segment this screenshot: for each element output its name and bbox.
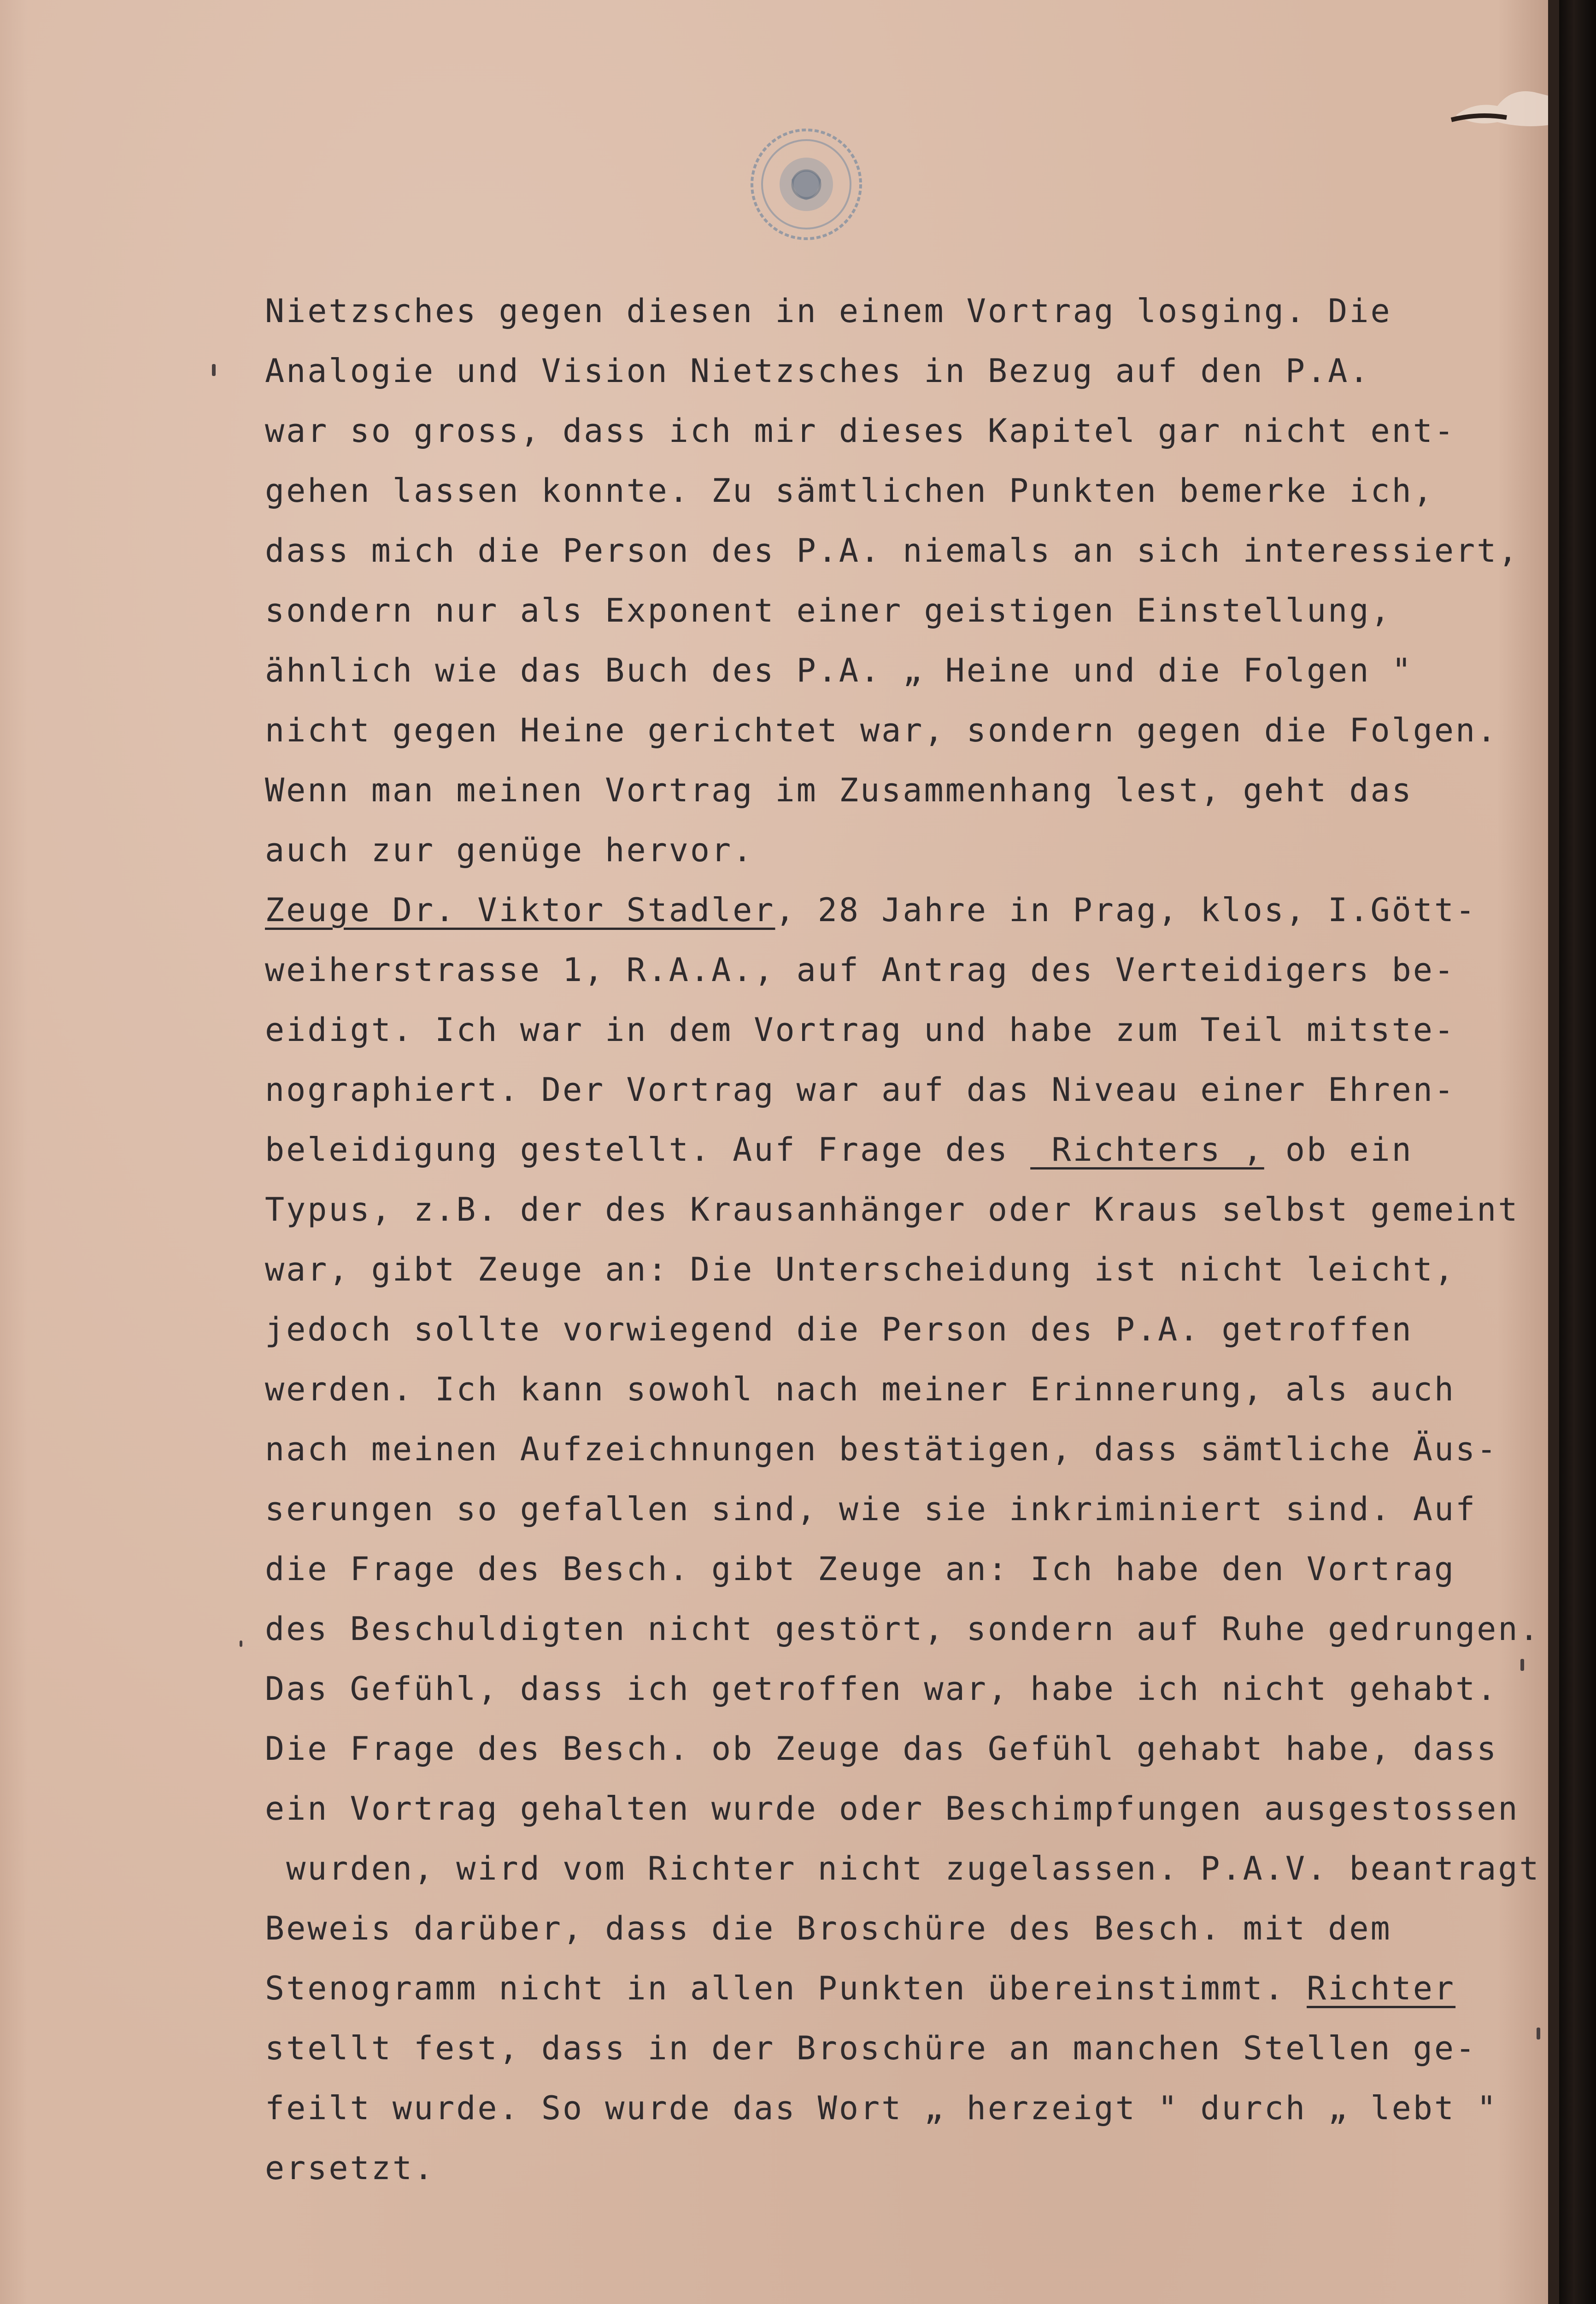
- text-line: Nietzsches gegen diesen in einem Vortrag losging. Die: [265, 292, 1392, 330]
- text-line: nach meinen Aufzeichnungen bestätigen, dass sämtliche Äus-: [265, 1430, 1498, 1468]
- text-line: feilt wurde. So wurde das Wort „ herzeigt " durch „ lebt ": [265, 2089, 1498, 2127]
- page-edge-shadow: [1548, 0, 1559, 2304]
- witness-line: [265, 880, 1527, 940]
- margin-mark: [1537, 2028, 1540, 2040]
- text-line: sondern nur als Exponent einer geistigen Einstellung,: [265, 592, 1392, 629]
- text-line: die Frage des Besch. gibt Zeuge an: Ich habe den Vortrag: [265, 1550, 1456, 1588]
- text-line: Die Frage des Besch. ob Zeuge das Gefühl gehabt habe, dass: [265, 1730, 1498, 1768]
- text-line: Typus, z.B. der des Krausanhänger oder Kraus selbst gemeint: [265, 1191, 1520, 1228]
- torn-corner-icon: [1447, 83, 1557, 138]
- text-line: auch zur genüge hervor.: [265, 831, 754, 869]
- judge-finding-line: [265, 1958, 1527, 2018]
- typewritten-text-block: [265, 281, 1541, 2198]
- text-line: stellt fest, dass in der Broschüre an manchen Stellen ge-: [265, 2029, 1477, 2067]
- text-line: ein Vortrag gehalten wurde oder Beschimpfungen ausgestossen: [265, 1790, 1520, 1828]
- text-line: jedoch sollte vorwiegend die Person des P.A. getroffen: [265, 1311, 1413, 1348]
- text-line: nicht gegen Heine gerichtet war, sondern gegen die Folgen.: [265, 711, 1498, 749]
- judge-underlined: Richters ,: [1030, 1131, 1264, 1169]
- text-line: war so gross, dass ich mir dieses Kapitel gar nicht ent-: [265, 412, 1456, 450]
- margin-mark: [1520, 1659, 1524, 1671]
- text-line: des Beschuldigten nicht gestört, sondern auf Ruhe gedrungen.: [265, 1610, 1541, 1648]
- text-line: nographiert. Der Vortrag war auf das Niveau einer Ehren-: [265, 1071, 1456, 1109]
- text-line: Beweis darüber, dass die Broschüre des Besch. mit dem: [265, 1910, 1392, 1947]
- text-line: weiherstrasse 1, R.A.A., auf Antrag des Verteidigers be-: [265, 951, 1456, 989]
- judge-question-line: [265, 1120, 1527, 1180]
- text-span: Stenogramm nicht in allen Punkten übereinstimmt.: [265, 1969, 1307, 2007]
- text-span: ob ein: [1264, 1131, 1413, 1169]
- text-line: Analogie und Vision Nietzsches in Bezug auf den P.A.: [265, 352, 1371, 390]
- text-line: Wenn man meinen Vortrag im Zusammenhang lest, geht das: [265, 771, 1413, 809]
- text-line: dass mich die Person des P.A. niemals an sich interessiert,: [265, 532, 1520, 570]
- binding-edge: [1559, 0, 1596, 2304]
- margin-mark: [240, 1640, 242, 1647]
- text-line: wurden, wird vom Richter nicht zugelassen. P.A.V. beantragt: [265, 1850, 1541, 1887]
- text-line: eidigt. Ich war in dem Vortrag und habe zum Teil mitste-: [265, 1011, 1456, 1049]
- text-span: beleidigung gestellt. Auf Frage des: [265, 1131, 1031, 1169]
- text-line: war, gibt Zeuge an: Die Unterscheidung ist nicht leicht,: [265, 1251, 1456, 1288]
- text-line: werden. Ich kann sowohl nach meiner Erinnerung, als auch: [265, 1370, 1456, 1408]
- text-line: ähnlich wie das Buch des P.A. „ Heine und die Folgen ": [265, 652, 1413, 689]
- text-line: gehen lassen konnte. Zu sämtlichen Punkten bemerke ich,: [265, 472, 1434, 510]
- judge-underlined: Richter: [1307, 1969, 1456, 2007]
- official-seal-stamp: [737, 115, 875, 253]
- witness-name-underlined: Zeuge Dr. Viktor Stadler: [265, 891, 775, 929]
- text-line: ersetzt.: [265, 2149, 435, 2187]
- text-line: serungen so gefallen sind, wie sie inkriminiert sind. Auf: [265, 1490, 1477, 1528]
- text-line: Das Gefühl, dass ich getroffen war, habe ich nicht gehabt.: [265, 1670, 1498, 1708]
- text-span: , 28 Jahre in Prag, klos, I.Gött-: [775, 891, 1477, 929]
- margin-mark: [212, 364, 216, 376]
